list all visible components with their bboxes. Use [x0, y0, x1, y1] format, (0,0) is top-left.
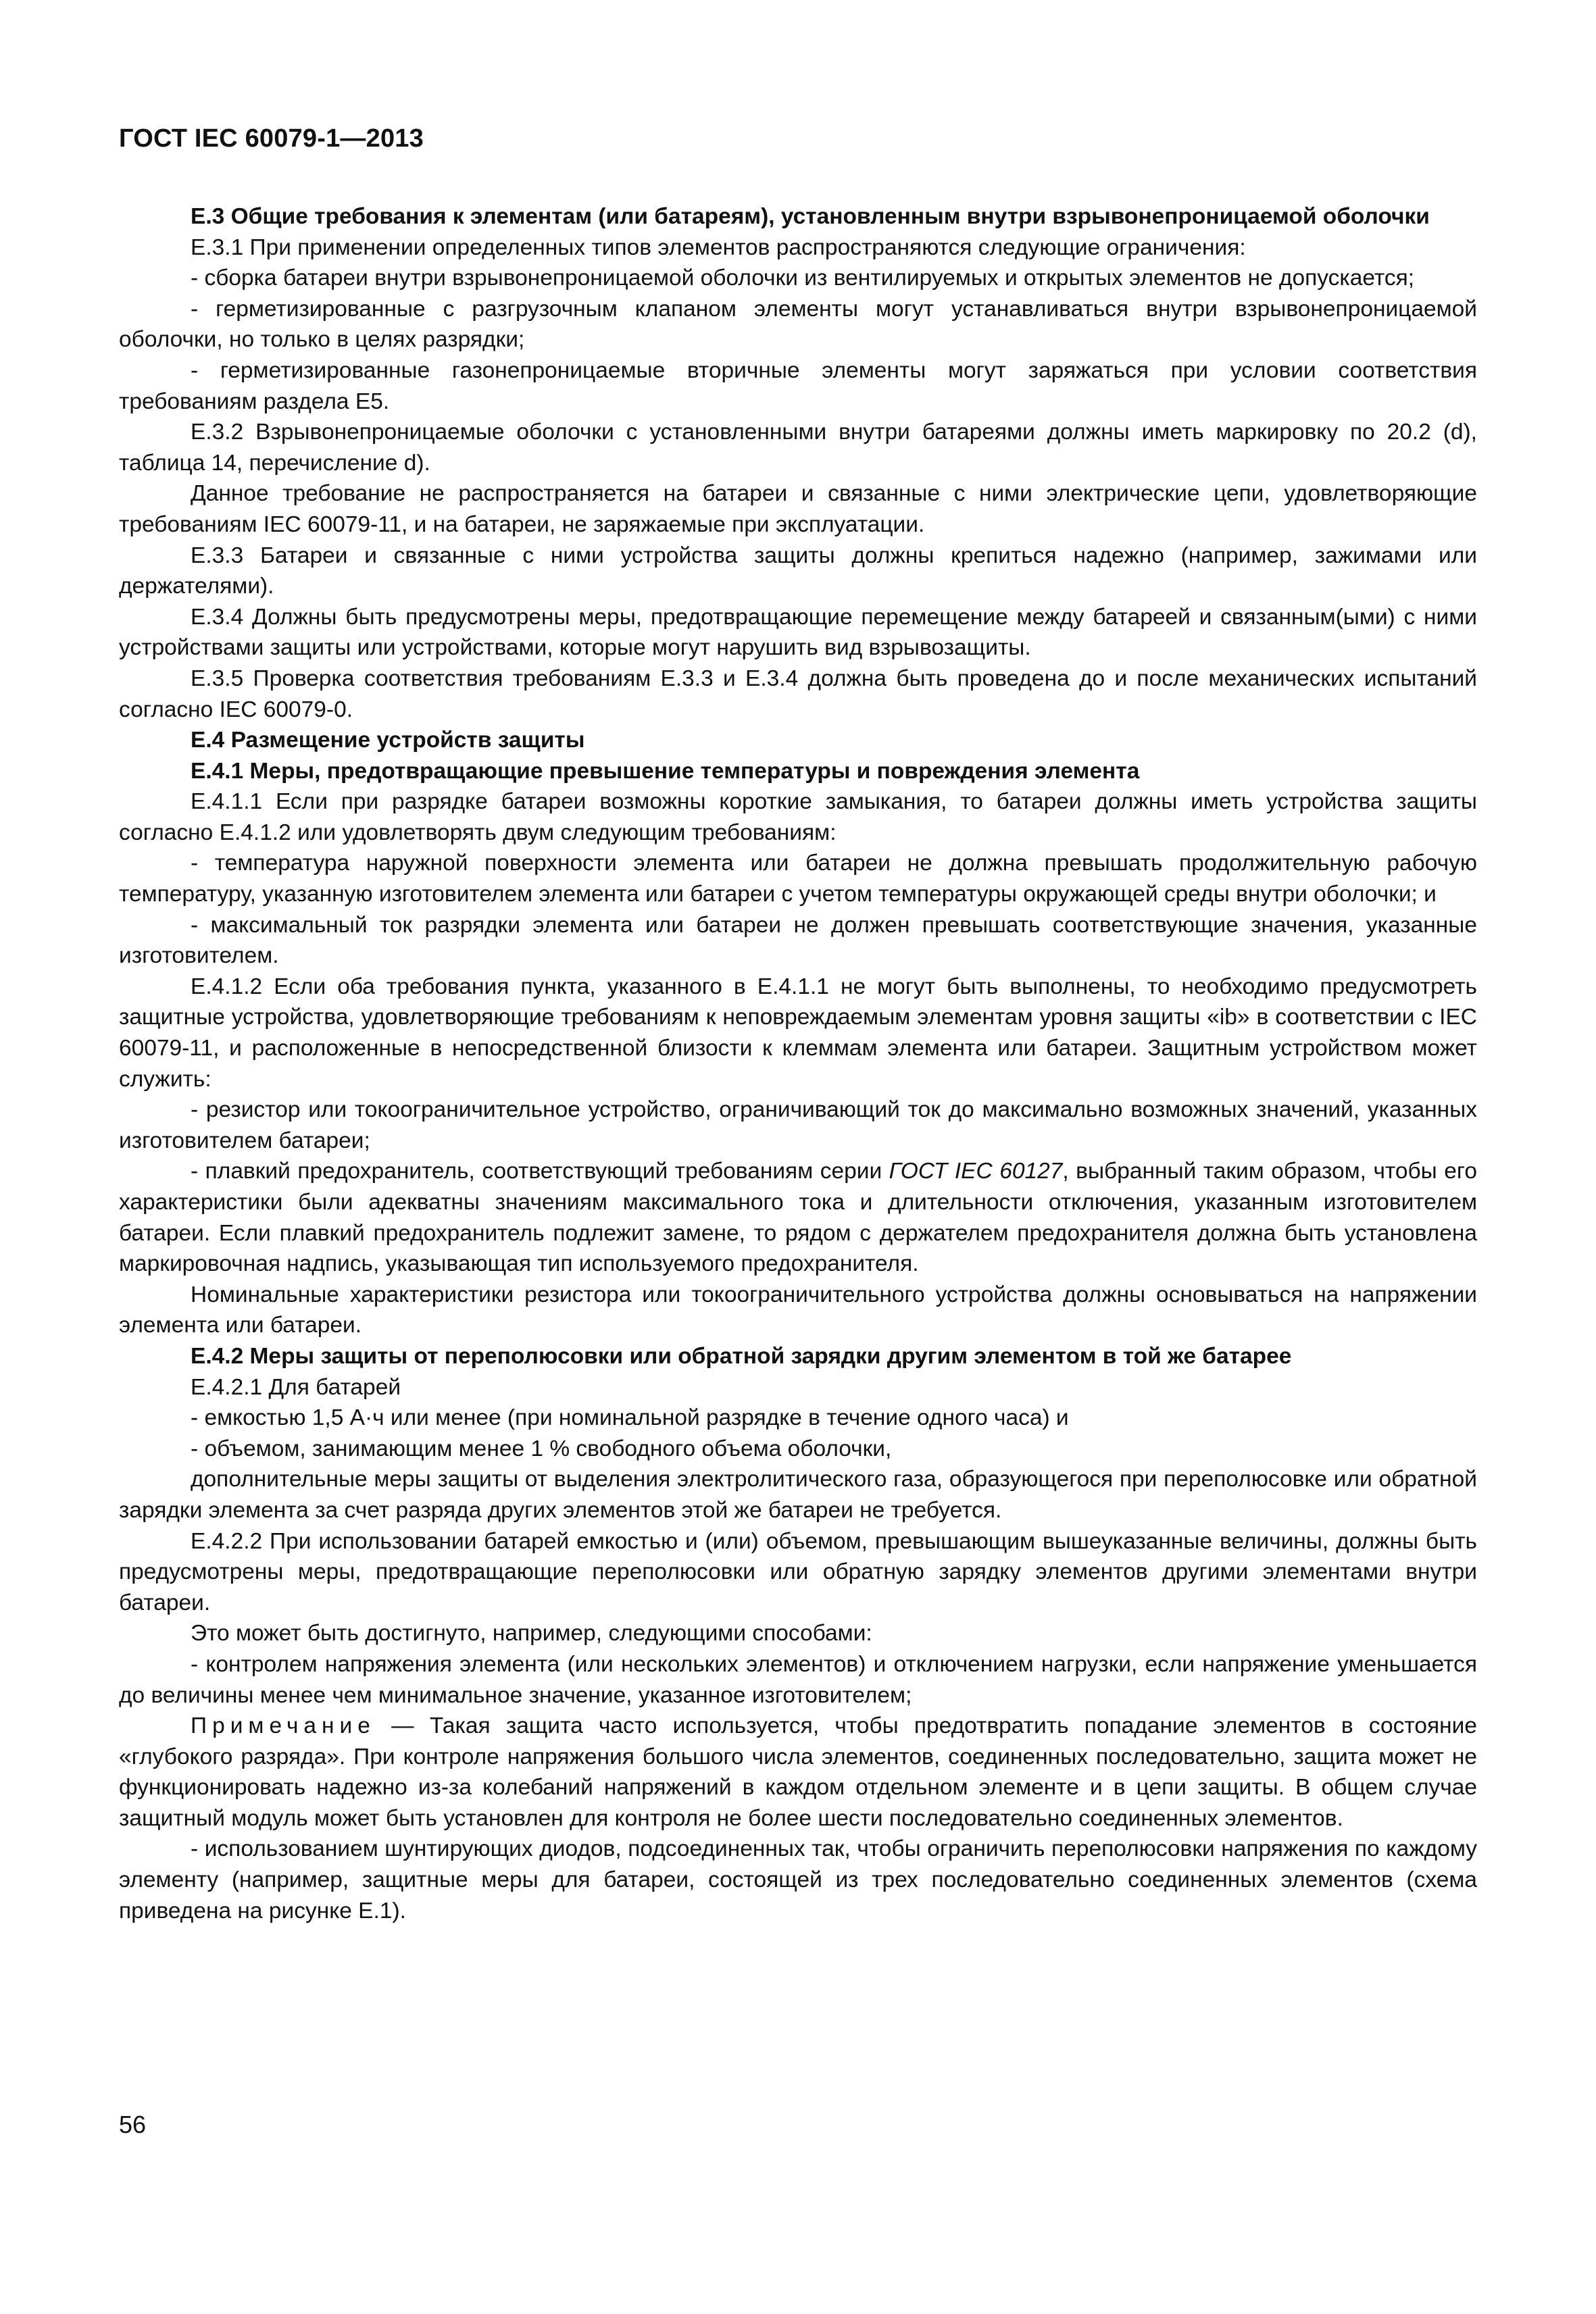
list-item: - емкостью 1,5 А·ч или менее (при номинальной разрядке в течение одного часа) и: [191, 1405, 1069, 1431]
paragraph: Е.3.5 Проверка соответствия требованиям Е.3.3 и Е.3.4 должна быть проведена до и после механических испытаний согласно IEC 60079-0.: [119, 665, 1477, 722]
list-item: - контролем напряжения элемента (или нескольких элементов) и отключением нагрузки, если напряжение уменьшается до величины менее чем минимальное значение, указанное изготовителем;: [119, 1651, 1477, 1708]
list-item: - температура наружной поверхности элемента или батареи не должна превышать продолжительную рабочую температуру, указанную изготовителем элемента или батареи с учетом температуры окружающей среды внутри оболочки; и: [119, 851, 1477, 907]
note-text: — Такая защита часто используется, чтобы предотвратить попадание элементов в состояние «глубокого разряда». При контроле напряжения большого числа элементов, соединенных последовательно, защита может не функционировать надежно из-за колебаний напряжений в каждом отдельном элементе и в цепи защиты. В общем случае защитный модуль может быть установлен для контроля не более шести последовательно соединенных элементов.: [119, 1713, 1477, 1831]
text-run: - плавкий предохранитель, соответствующий требованиям серии: [191, 1159, 889, 1184]
paragraph: Е.4.1.2 Если оба требования пункта, указанного в Е.4.1.1 не могут быть выполнены, то необходимо предусмотреть защитные устройства, удовлетворяющие требованиям к неповреждаемым элементам уровня защиты «ib» в соответствии с IEC 60079-11, и расположенные в непосредственной близости к клеммам элемента или батареи. Защитным устройством может служить:: [119, 974, 1477, 1092]
paragraph: Е.4.1.1 Если при разрядке батареи возможны короткие замыкания, то батареи должны иметь устройства защиты согласно Е.4.1.2 или удовлетворять двум следующим требованиям:: [119, 789, 1477, 845]
paragraph: Е.3.1 При применении определенных типов элементов распространяются следующие ограничения:: [191, 234, 1246, 260]
section-heading-e3: Е.3 Общие требования к элементам (или батареям), установленным внутри взрывонепроницаемой оболочки: [191, 204, 1430, 229]
subsection-heading-e42: Е.4.2 Меры защиты от переполюсовки или обратной зарядки другим элементом в той же батарее: [191, 1343, 1292, 1369]
list-item: - использованием шунтирующих диодов, подсоединенных так, чтобы ограничить переполюсовки напряжения по каждому элементу (например, защитные меры для батареи, состоящей из трех последовательно соединенных элементов (схема приведена на рисунке Е.1).: [119, 1836, 1477, 1923]
list-item: - герметизированные газонепроницаемые вторичные элементы могут заряжаться при условии соответствия требованиям раздела Е5.: [119, 357, 1477, 414]
list-item: [119, 1156, 1477, 1279]
page-number: 56: [119, 2111, 147, 2138]
list-item: - герметизированные с разгрузочным клапаном элементы могут устанавливаться внутри взрывонепроницаемой оболочки, но только в целях разрядки;: [119, 296, 1477, 353]
note: [119, 1711, 1477, 1834]
document-body: [119, 201, 1477, 1926]
list-item: - сборка батареи внутри взрывонепроницаемой оболочки из вентилируемых и открытых элементов не допускается;: [191, 266, 1415, 291]
paragraph: Е.3.2 Взрывонепроницаемые оболочки с установленными внутри батареями должны иметь маркировку по 20.2 (d), таблица 14, перечисление d).: [119, 420, 1477, 476]
standard-reference: ГОСТ IEC 60127: [889, 1159, 1063, 1184]
paragraph: Это может быть достигнуто, например, следующими способами:: [191, 1621, 872, 1646]
paragraph: Е.4.2.2 При использовании батарей емкостью и (или) объемом, превышающим вышеуказанные величины, должны быть предусмотрены меры, предотвращающие переполюсовки или обратную зарядку элементов другими элементами внутри батареи.: [119, 1528, 1477, 1615]
list-item: - резистор или токоограничительное устройство, ограничивающий ток до максимально возможных значений, указанных изготовителем батареи;: [119, 1097, 1477, 1153]
paragraph: Е.4.2.1 Для батарей: [191, 1374, 401, 1400]
document-header: ГОСТ IEC 60079-1—2013: [119, 124, 424, 153]
note-label: Примечание: [191, 1713, 376, 1739]
subsection-heading-e41: Е.4.1 Меры, предотвращающие превышение температуры и повреждения элемента: [191, 758, 1140, 784]
paragraph: Номинальные характеристики резистора или токоограничительного устройства должны основываться на напряжении элемента или батареи.: [119, 1282, 1477, 1338]
paragraph: Е.3.4 Должны быть предусмотрены меры, предотвращающие перемещение между батареей и связанным(ыми) с ними устройствами защиты или устройствами, которые могут нарушить вид взрывозащиты.: [119, 604, 1477, 661]
paragraph: дополнительные меры защиты от выделения электролитического газа, образующегося при переполюсовке или обратной зарядки элемента за счет разряда других элементов этой же батареи не требуется.: [119, 1467, 1477, 1523]
list-item: - максимальный ток разрядки элемента или батареи не должен превышать соответствующие значения, указанные изготовителем.: [119, 912, 1477, 969]
paragraph: Е.3.3 Батареи и связанные с ними устройства защиты должны крепиться надежно (например, зажимами или держателями).: [119, 543, 1477, 599]
section-heading-e4: Е.4 Размещение устройств защиты: [191, 728, 585, 753]
text-run: , выбранный таким образом, чтобы его характеристики были адекватны значениям максимального тока и длительности отключения, указанным изготовителем батареи. Если плавкий предохранитель подлежит замене, то рядом с держателем предохранителя должна быть установлена маркировочная надпись, указывающая тип используемого предохранителя.: [119, 1159, 1477, 1277]
paragraph: Данное требование не распространяется на батареи и связанные с ними электрические цепи, удовлетворяющие требованиям IEC 60079-11, и на батареи, не заряжаемые при эксплуатации.: [119, 481, 1477, 537]
list-item: - объемом, занимающим менее 1 % свободного объема оболочки,: [191, 1436, 892, 1461]
